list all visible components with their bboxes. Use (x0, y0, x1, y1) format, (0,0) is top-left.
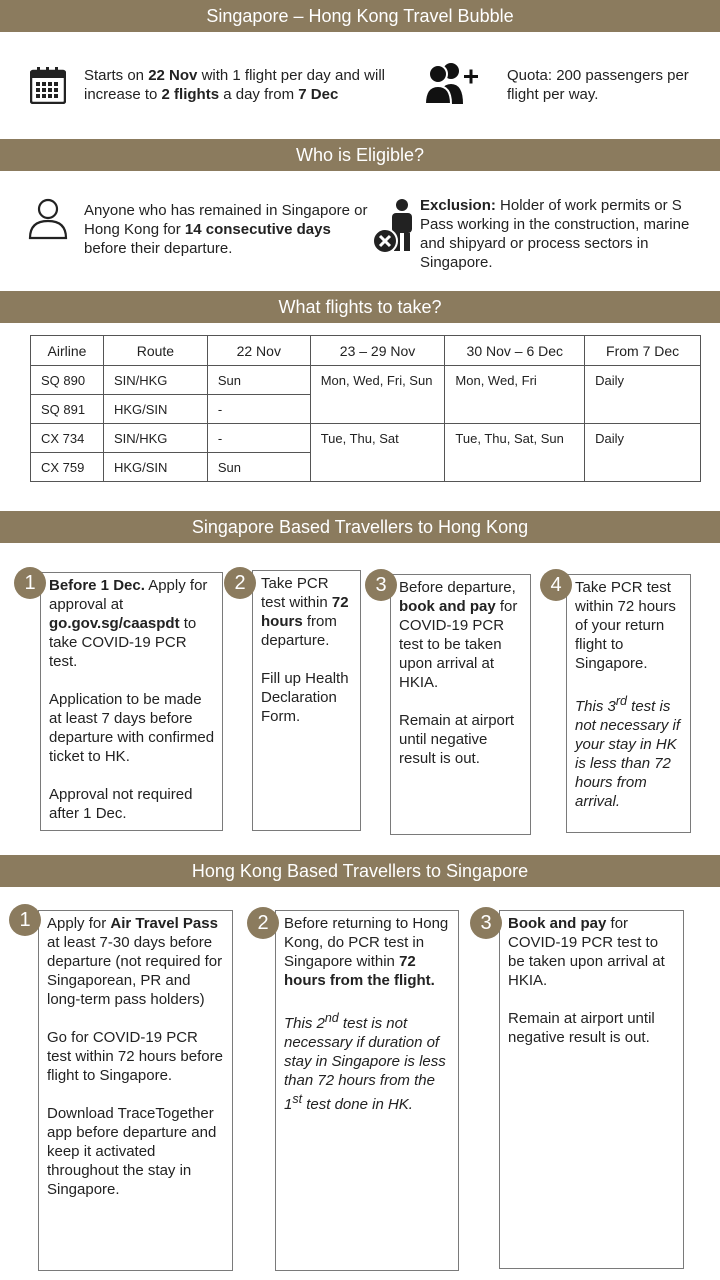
step-number-badge: 1 (9, 904, 41, 936)
day-cell: Daily (585, 366, 701, 424)
route-cell: HKG/SIN (103, 395, 207, 424)
worker-excluded-icon (370, 196, 416, 258)
route-cell: HKG/SIN (103, 453, 207, 482)
step-number-badge: 4 (540, 569, 572, 601)
schedule-text: Starts on 22 Nov with 1 flight per day and will increase to 2 flights a day from 7 Dec (84, 67, 386, 103)
table-row (31, 424, 701, 453)
day-cell: Tue, Thu, Sat (310, 424, 445, 482)
day-cell: - (207, 395, 310, 424)
section-title-sg-to-hk: Singapore Based Travellers to Hong Kong (0, 511, 720, 543)
hk-step-3-card: Book and pay for COVID-19 PCR test to be taken upon arrival at HKIA. Remain at airport until negative result is out. (499, 910, 684, 1269)
section-title-flights: What flights to take? (0, 291, 720, 323)
hk-step-2-card: Before returning to Hong Kong, do PCR test in Singapore within 72 hours from the flight. This 2nd test is not necessary if duration of stay in Singapore is less than 72 hours from the 1st test done in HK. (275, 910, 459, 1271)
route-cell: SIN/HKG (103, 424, 207, 453)
page-title: Singapore – Hong Kong Travel Bubble (0, 0, 720, 32)
day-cell: Tue, Thu, Sat, Sun (445, 424, 585, 482)
step-number-badge: 2 (247, 907, 279, 939)
column-header: 23 – 29 Nov (310, 336, 445, 366)
section-title-eligible: Who is Eligible? (0, 139, 720, 171)
sg-step-1-card: Before 1 Dec. Apply for approval at go.gov.sg/caaspdt to take COVID-19 PCR test. Application to be made at least 7 days before departure with confirmed ticket to HK. Approval not required after 1 Dec. (40, 572, 223, 831)
step-number-badge: 3 (470, 907, 502, 939)
table-row (31, 366, 701, 395)
sg-step-3-card: Before departure, book and pay for COVID-19 PCR test to be taken upon arrival at HKIA. Remain at airport until negative result is out. (390, 574, 531, 835)
quota-text: Quota: 200 passengers per flight per way. (507, 67, 689, 103)
column-header: Route (103, 336, 207, 366)
column-header: 30 Nov – 6 Dec (445, 336, 585, 366)
eligible-exclusion-text: Exclusion: Holder of work permits or S Pass working in the construction, marine and shipyard or process sectors in Singapore. (420, 197, 690, 271)
column-header: Airline (31, 336, 104, 366)
day-cell: - (207, 424, 310, 453)
step-number-badge: 2 (224, 567, 256, 599)
airline-cell: SQ 891 (31, 395, 104, 424)
column-header: From 7 Dec (585, 336, 701, 366)
group-add-icon (424, 62, 482, 106)
step-number-badge: 3 (365, 569, 397, 601)
person-icon (26, 196, 70, 240)
calendar-icon (30, 66, 66, 104)
sg-step-2-card: Take PCR test within 72 hours from departure. Fill up Health Declaration Form. (252, 570, 361, 831)
column-header: 22 Nov (207, 336, 310, 366)
route-cell: SIN/HKG (103, 366, 207, 395)
section-title-hk-to-sg: Hong Kong Based Travellers to Singapore (0, 855, 720, 887)
day-cell: Daily (585, 424, 701, 482)
hk-step-1-card: Apply for Air Travel Pass at least 7-30 days before departure (not required for Singaporean, PR and long-term pass holders) Go for COVID-19 PCR test within 72 hours before flight to Singapore. Download TraceTogether app before departure and keep it activated throughout the stay in Singapore. (38, 910, 233, 1271)
airline-cell: SQ 890 (31, 366, 104, 395)
eligible-anyone-text: Anyone who has remained in Singapore or Hong Kong for 14 consecutive days before their departure. (84, 202, 368, 257)
sg-step-4-card: Take PCR test within 72 hours of your return flight to Singapore. This 3rd test is not necessary if your stay in HK is less than 72 hours from arrival. (566, 574, 691, 833)
day-cell: Mon, Wed, Fri, Sun (310, 366, 445, 424)
table-header-row (31, 336, 701, 366)
day-cell: Sun (207, 366, 310, 395)
airline-cell: CX 734 (31, 424, 104, 453)
day-cell: Mon, Wed, Fri (445, 366, 585, 424)
airline-cell: CX 759 (31, 453, 104, 482)
flights-table (30, 335, 701, 482)
step-number-badge: 1 (14, 567, 46, 599)
day-cell: Sun (207, 453, 310, 482)
